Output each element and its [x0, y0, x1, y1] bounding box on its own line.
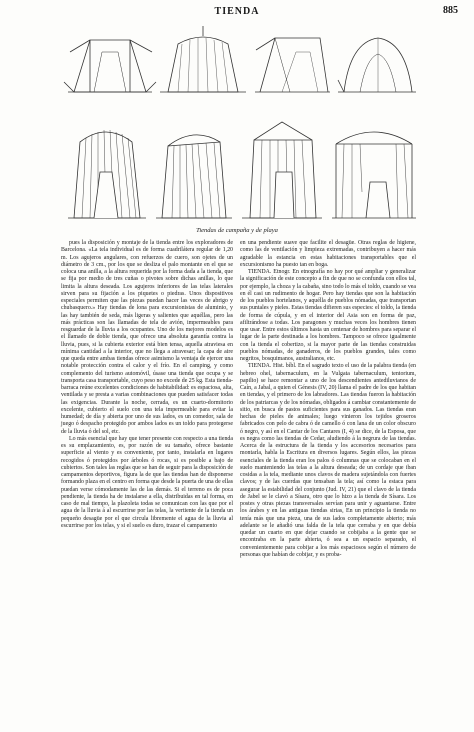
tent-illustrations	[60, 22, 420, 224]
right-paragraph-3: TIENDA. Hist. bíbl. En el sagrado texto el uso de la palabra tienda (en hebreo ohel, tabernaculum, en la Vulgata tabernaculum, tentorium, papilio) se hace remontar a uno de los descendientes antediluvianos de Caín, a Jabal, a quien el Génesis (IV, 20) llama el padre de los que habitan en tiendas, y el primero de los labradores. Las tiendas fueron la habitación de los patriarcas y de los nómadas, obligados á cambiar constantemente de sitio, en busca de pastos suficientes para sus ganados. Las tiendas eran hechas de pieles de animales; luego vinieron los tejidos groseros fabricados con pelo de cabra ó de camello ó con lana de un color obscuro ó negro, y así en el Cantar de los Cantares (I, 4) se dice, de la Esposa, que es negra como las tiendas de Cedar, aludiendo á la negrura de las tiendas. Acerca de la estructura de la tienda y los accesorios necesarios para montarla, habla la Escritura en diversos lugares. Según ellos, las piezas esenciales de la tienda eran los palos ó columnas que se colocaban en el suelo manteniendo las telas a la altura deseada; de un cordaje que iban cosidas a la tela, mediante unos clavos de madera sujetándola con fuertes clavos; y de las cuerdas que tensaban la tela; así como la estaca para asegurar la estabilidad del conjunto (Jud. IV, 21) que el clavo de la tienda de Jabel se le clavó a Sísara, otro que lo hizo a la tienda de Sísara. Los postes y otras piezas transversales servían para unir y aguantarse. Entre los árabes y en las antiguas tiendas sirias, En un principio la tienda no tenía más que una pieza, una de sus lados completamente abierto; más adelante se le añadió una falda de la tela que cerraba y en que debía quedar un cuarto en que dejar cuando se cobijaba a la gente que se encontraba en la parte abierta, ó sea a un espacio separado, el convenientemente para cobijar a los más espaciosos según el número de personas que habían de cobijar, y es proba-	[240, 363, 417, 558]
figure-caption: Tiendas de campaña y de playa	[196, 227, 278, 234]
right-paragraph-2: TIENDA. Etnogr. En etnografía no hay por qué ampliar y generalizar la significación de este concepto a fin de que no se confunda con ellos tal, por ejemplo, la choza y la cabaña, sino todo lo más el toldo, cuando se vea en él casi un rudimento de hogar. Pero hay tiendas que son la habitación de los pueblos hortelanos, y aquélla de pueblos nómadas, que transportan sus puntales y pieles. Estas tiendas difieren sus especies: el toldo, la tienda de forma de cúpula, y en el interior del Asia son en forma de paz, afiltrándose a todas. Los paragones y muchas veces los hombres tienen que usar. Entre estos últimos hasta un centenar de hombres para separar el lugar de la parte destinada a los hombres. Tampoco se ofrece igualmente con la tienda el cobertizo, si la mayor parte de las tiendas construidas pueblos nómadas, de ganaderos, de los pueblos grandes, tales como negritos, bosquimanos, australianos, etc.	[240, 269, 416, 362]
left-paragraph-2: Lo más esencial que hay que tener presente con respecto a una tienda es su emplazamiento, es, por razón de su tamaño, ofrece bastante superficie al viento y es conveniente, por tanto, instalarla en lugares recogidos ó protegidos por árboles ó rocas, si es posible a bajo de cubiertos. Son tales las reglas que se han de seguir para la disposición de campamentos deportivos, figura la de que las tiendas han de disponerse formando plaza en el centro en forma que desde la puerta de una de ellas puedan verse cómodamente las de las demás. Si el terreno es de poca pendiente, la tienda ha de instalarse a ella, distribuidas en tal forma, en caso de mal tiempo, la plazoleta todas se comunican con las que por el agua de la lluvia á al escurrirse por las telas, la vertiente de la tienda un pequeño desagüe por el que circula libremente el agua de la lluvia al escurrirse por los telas, y si el suelo es duro, trazar el campamento	[61, 435, 233, 529]
ridge-tent-icon	[64, 40, 156, 92]
page-corner-mark	[16, 714, 20, 718]
right-paragraph-1: en una pendiente suave que facilite el desagüe. Otras reglas de higiene, como las de ventilación y limpieza extremadas, contribuyen a hacer más agradable la estancia en estas habitaciones transportables que el excursionismo ha puesto tan en boga.	[240, 240, 416, 268]
beach-tent-icon	[156, 135, 232, 218]
left-column	[61, 240, 233, 530]
column-divider	[236, 240, 237, 715]
running-header-title: TIENDA	[214, 6, 260, 17]
left-paragraph-1: pues la disposición y montaje de la tienda entre los exploradores de Barcelona. «La tela individual es de forma cuadrilátera regular de 1,20 m. Los agujeros angulares, con refuerzos de cuero, son ojetes de un diámetro de 3 cm., por los que se desliza el palo montante en el que se coloca una anilla, a la altura requerida por la forma dada a la tienda, que se fija por medio de tres cuñas o pivotes sobre dichas anillas, lo que limita la altura deseada. Los agujeros inferiores de las telas laterales sirven para su fijación a los piquetes o piedras. Unos dispositivos especiales permiten que las piezas puedan hacer las veces de abrigo y chubasquero.» Hay tiendas de lona para excursionistas de aluminio, y las hay también de seda, más ligeras y salientes que aquéllas, pero las más prácticas son las llamadas de tela de avión, impermeables para resguardar de la lluvia a los ocupantes. Uno de los mejores modelos es el llamado de doble tienda, que ofrece una absoluta garantía contra la lluvia, pues, si la cubierta exterior está bien tensa, aquella atraviesa en mínima cantidad a la interior, que no llega a atravesar; la capa de aire que queda entre ambas tiendas ofrece asimismo la ventaja de ejercer una notable protección contra el calor y el frío. En el camping, y como complemento del turismo automóvil, úsase una tienda que ocupa y se transporta casa transportable, cuyo peso no excede de 25 kg. Esta tienda-barraca reúne excelentes condiciones de habitabilidad: es espaciosa, alta, ventilada y se presta a varias combinaciones que pueden satisfacer todas las exigencias. Durante la noche, cerrada, es un cuarto-dormitorio excelente, cubierto el suelo con una tela impermeable para evitar la humedad; de día y abierta por uno de sus lados, es un comedor, sala de juego ó despacho protegido por ambos lados es un toldo para protegerse de la lluvia ó del sol, etc.	[61, 240, 233, 435]
beach-canopy-icon	[332, 132, 416, 218]
dome-tent-icon	[338, 38, 416, 92]
right-column	[240, 240, 416, 559]
striped-tent-icon	[68, 130, 146, 218]
pole-tent-icon	[160, 26, 246, 92]
open-tent-icon	[255, 38, 330, 92]
beach-cabin-icon	[242, 122, 322, 218]
page-number: 885	[443, 5, 458, 16]
